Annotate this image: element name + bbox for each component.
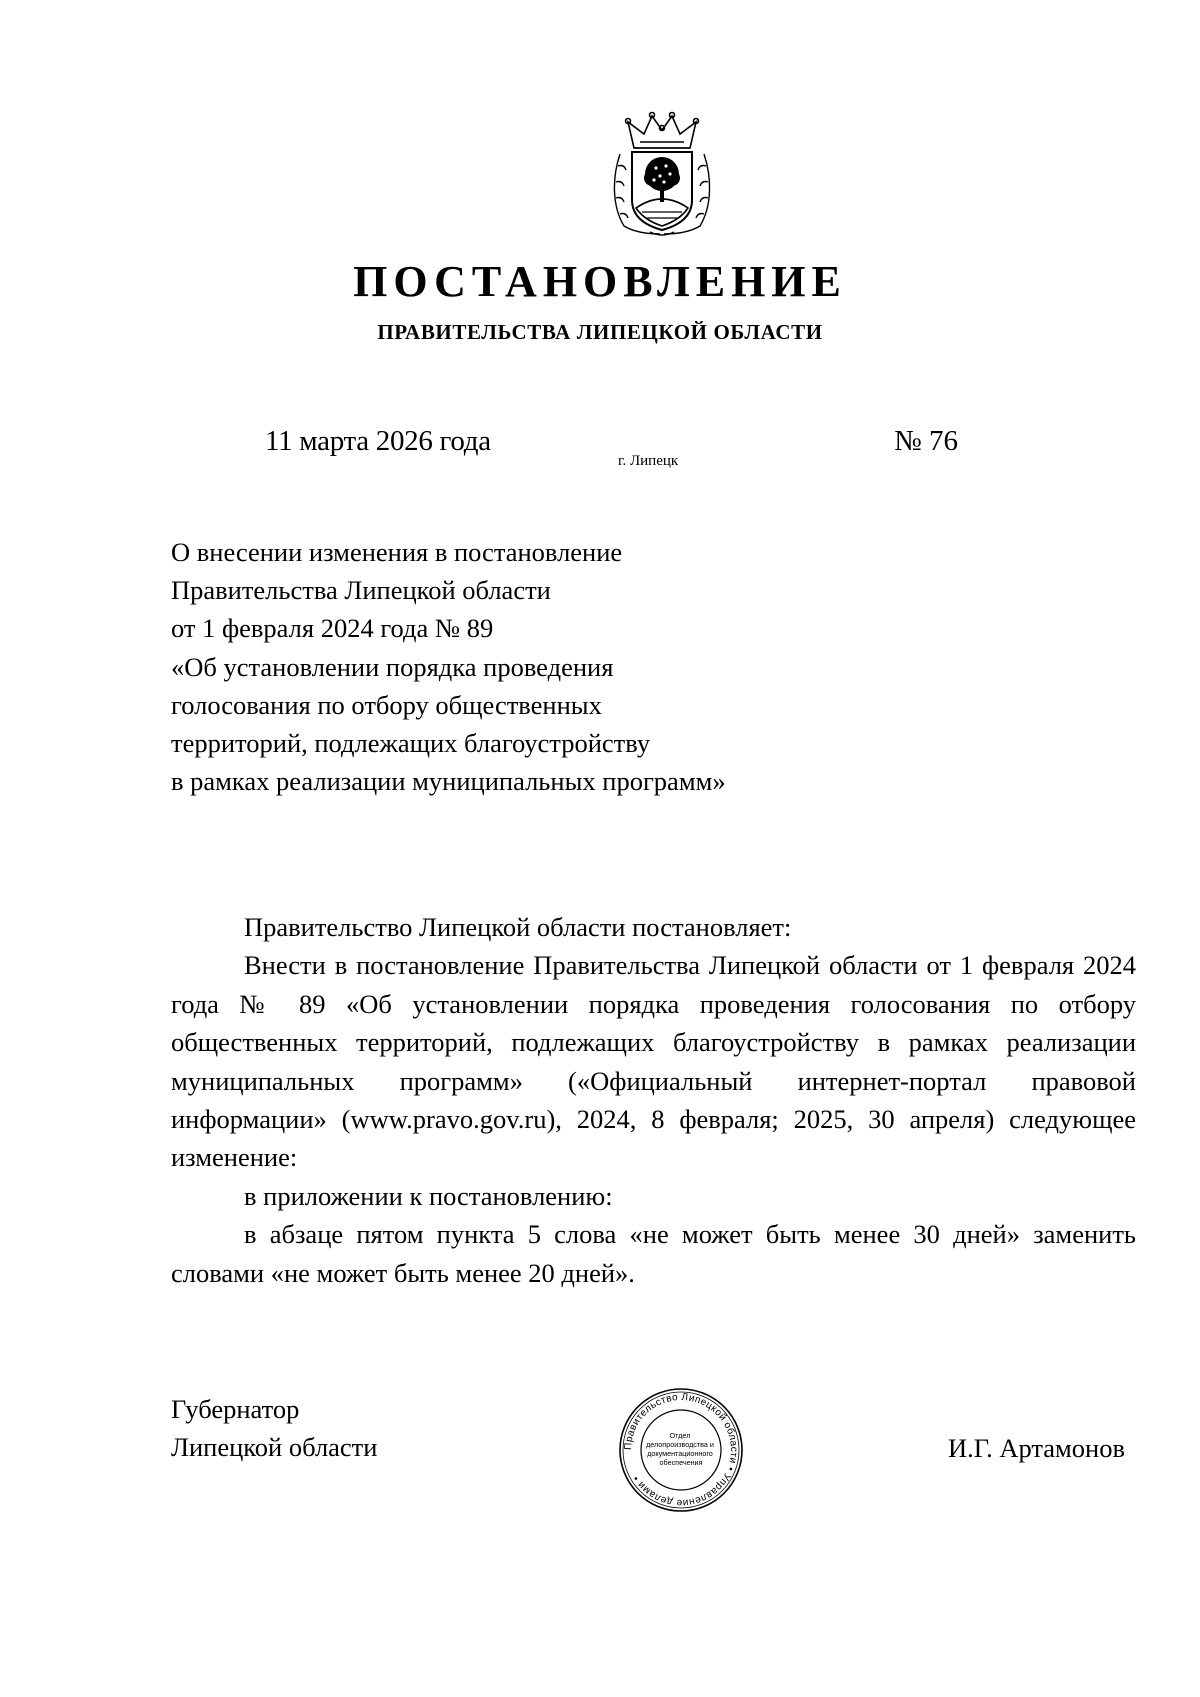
- document-number: № 76: [894, 425, 958, 457]
- stamp-ring-text: Правительство Липецкой области • Управление делами •: [622, 1391, 740, 1509]
- signer-position-line: Губернатор: [171, 1394, 300, 1424]
- document-body: [171, 908, 1136, 1292]
- signer-position-line: Липецкой области: [171, 1432, 378, 1463]
- subject-line: «Об установлении порядка проведения: [171, 651, 614, 682]
- document-subject: [171, 533, 871, 800]
- subject-line: от 1 февраля 2024 года № 89: [171, 613, 494, 644]
- office-seal-stamp-icon: [617, 1386, 745, 1514]
- document-date: 11 марта 2026 года: [265, 425, 491, 457]
- subject-line: территорий, подлежащих благоустройству: [171, 728, 651, 759]
- signer-name: И.Г. Артамонов: [947, 1433, 1125, 1463]
- subject-line: голосования по отбору общественных: [171, 689, 602, 720]
- document-type-title: ПОСТАНОВЛЕНИЕ: [353, 257, 847, 306]
- body-paragraph: Правительство Липецкой области постановляет:: [244, 912, 792, 942]
- subject-line: О внесении изменения в постановление: [171, 537, 623, 567]
- coat-of-arms-icon: [610, 108, 714, 240]
- body-paragraph: в абзаце пятом пункта 5 слова «не может быть менее 30 дней» заменить словами «не может быть менее 20 дней».: [171, 1219, 1136, 1288]
- subject-line: Правительства Липецкой области: [171, 575, 551, 606]
- subject-line: в рамках реализации муниципальных программ»: [171, 766, 726, 797]
- signer-position: [171, 1390, 377, 1467]
- svg-text:Отдел делопроизводства: Отдел делопроизводства и документационного обеспечения: [646, 1431, 714, 1467]
- body-paragraph: в приложении к постановлению:: [244, 1180, 613, 1211]
- document-city: г. Липецк: [618, 453, 679, 469]
- document-issuer: ПРАВИТЕЛЬСТВА ЛИПЕЦКОЙ ОБЛАСТИ: [377, 320, 823, 344]
- body-paragraph: Внести в постановление Правительства Липецкой области от 1 февраля 2024 года № 89 «Об установлении порядка проведения голосования по отбору общественных территорий, подлежащих благоустройству в рамках реализации муниципальных программ» («Официальный интернет-портал правовой информации» (www.pravo.gov.ru), 2024, 8 февраля; 2025, 30 апреля) следующее изменение:: [171, 950, 1136, 1173]
